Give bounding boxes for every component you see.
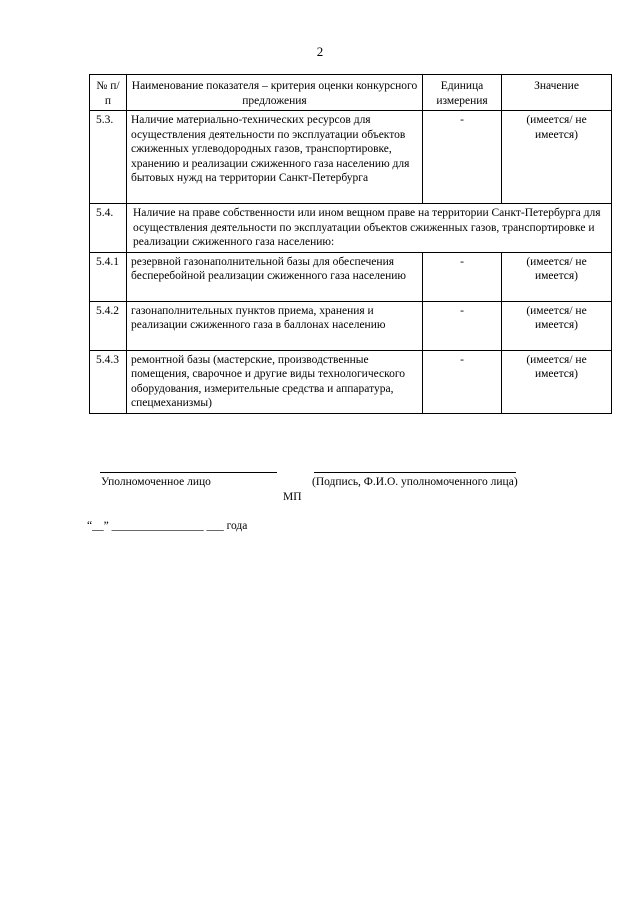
- table-row: [90, 204, 612, 253]
- row-num: 5.3.: [90, 111, 127, 204]
- table-row: [90, 111, 612, 204]
- page-number: 2: [316, 44, 324, 59]
- row-unit: -: [423, 301, 502, 350]
- table-row: [90, 301, 612, 350]
- row-value: (имеется/ не имеется): [502, 252, 612, 301]
- authorized-person-label: Уполномоченное лицо: [101, 476, 211, 488]
- date-line: “__” ________________ ___ года: [87, 520, 248, 532]
- row-unit: -: [423, 111, 502, 204]
- table-header-row: [90, 75, 612, 111]
- header-unit: Единица измерения: [423, 75, 502, 111]
- row-span-text: Наличие на праве собственности или ином вещном праве на территории Санкт-Петербурга для осуществления деятельности по эксплуатации объектов сжиженных газов, транспортировке и реализации сжиженного газа населению:: [127, 204, 612, 253]
- row-num: 5.4.3: [90, 350, 127, 413]
- signature-line: [314, 472, 516, 473]
- row-name: ремонтной базы (мастерские, производственные помещения, сварочное и другие виды технологического оборудования, измерительные средства и аппаратура, спецмеханизмы): [127, 350, 423, 413]
- table-row: [90, 350, 612, 413]
- table-row: [90, 252, 612, 301]
- row-value: (имеется/ не имеется): [502, 350, 612, 413]
- header-num: № п/п: [90, 75, 127, 111]
- header-name: Наименование показателя – критерия оценки конкурсного предложения: [127, 75, 423, 111]
- row-unit: -: [423, 350, 502, 413]
- row-value: (имеется/ не имеется): [502, 301, 612, 350]
- signature-hint: (Подпись, Ф.И.О. уполномоченного лица): [312, 476, 518, 488]
- row-num: 5.4.1: [90, 252, 127, 301]
- row-unit: -: [423, 252, 502, 301]
- row-num: 5.4.2: [90, 301, 127, 350]
- row-name: резервной газонаполнительной базы для обеспечения бесперебойной реализации сжиженного газа населению: [127, 252, 423, 301]
- row-name: Наличие материально-технических ресурсов для осуществления деятельности по эксплуатации объектов сжиженных углеводородных газов, транспортировке, хранению и реализации сжиженного газа населению для бытовых нужд на территории Санкт-Петербурга: [127, 111, 423, 204]
- row-value: (имеется/ не имеется): [502, 111, 612, 204]
- criteria-table: [89, 74, 612, 414]
- stamp-label: МП: [283, 491, 302, 503]
- row-name: газонаполнительных пунктов приема, хранения и реализации сжиженного газа в баллонах населению: [127, 301, 423, 350]
- row-num: 5.4.: [90, 204, 127, 253]
- header-value: Значение: [502, 75, 612, 111]
- authorized-person-line: [100, 472, 277, 473]
